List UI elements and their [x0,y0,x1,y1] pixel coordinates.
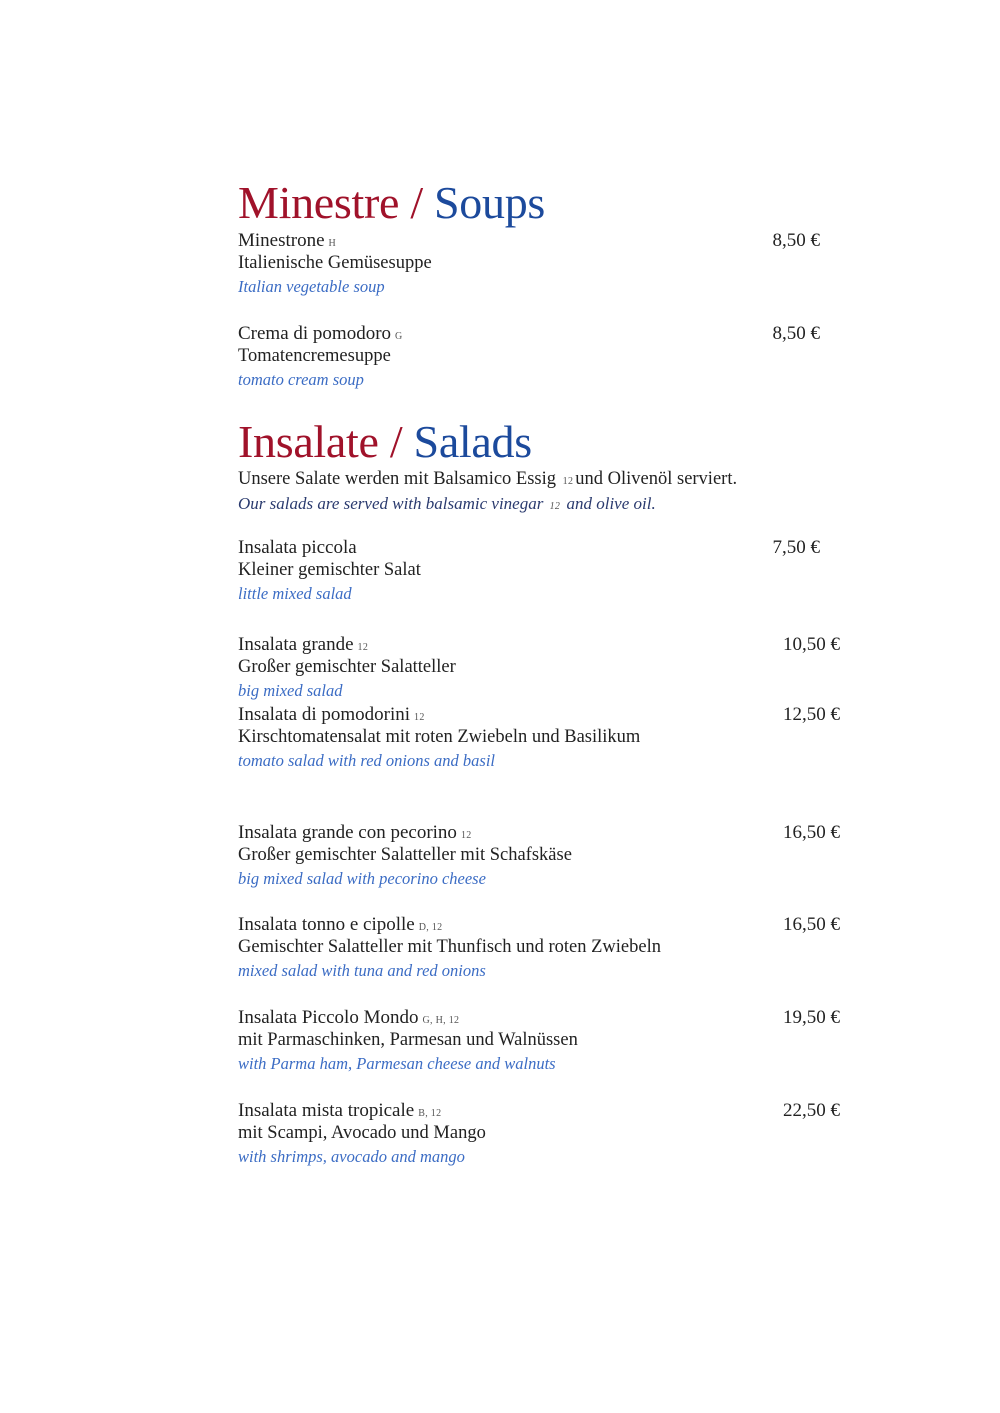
menu-item-insalata-mista-tropicale [238,1099,840,1168]
item-description-english: tomato salad with red onions and basil [238,751,495,770]
item-description-german: Kleiner gemischter Salat [238,560,421,580]
item-name: Insalata di pomodorini [238,704,411,725]
item-description-english: with shrimps, avocado and mango [238,1147,465,1166]
intro-german-allergen: 12 [562,476,574,487]
menu-item-insalata-grande [238,633,840,702]
item-description-german: mit Parmaschinken, Parmesan und Walnüssen [238,1030,578,1050]
menu-item-insalata-di-pomodorini [238,703,840,772]
item-allergens: G, H, 12 [422,1015,460,1026]
item-price: 10,50 € [783,634,840,655]
intro-german-text: Unsere Salate werden mit Balsamico Essig [238,469,557,489]
menu-item-minestrone [238,229,840,298]
item-price: 22,50 € [783,1100,840,1121]
item-name: Insalata mista tropicale [238,1100,415,1121]
soups-heading [238,177,546,228]
menu-item-insalata-piccola [238,536,840,605]
item-allergens: 12 [414,712,425,723]
soups-heading-english: Soups [434,177,546,228]
intro-german-text-end: und Olivenöl serviert. [575,469,738,489]
salads-heading [238,416,532,467]
item-description-german: Gemischter Salatteller mit Thunfisch und roten Zwiebeln [238,937,661,957]
item-description-german: Kirschtomatensalat mit roten Zwiebeln und Basilikum [238,727,641,747]
item-name: Insalata grande [238,634,354,655]
item-description-german: Tomatencremesuppe [238,346,391,366]
item-name: Insalata tonno e cipolle [238,914,415,935]
item-description-english: big mixed salad with pecorino cheese [238,869,486,888]
item-price: 7,50 € [772,537,820,558]
salads-intro [238,468,838,518]
item-allergens: G [395,331,403,342]
item-name: Insalata grande con pecorino [238,822,457,843]
item-name: Insalata piccola [238,537,357,558]
item-description-english: mixed salad with tuna and red onions [238,961,486,980]
item-allergens: 12 [357,642,369,653]
item-allergens: B, 12 [418,1108,442,1119]
item-description-english: little mixed salad [238,584,352,603]
salads-intro-german [238,468,838,493]
menu-item-insalata-piccolo-mondo [238,1006,840,1075]
item-description-german: mit Scampi, Avocado und Mango [238,1123,486,1143]
soups-heading-separator: / [399,177,435,228]
salads-heading-separator: / [378,416,414,467]
item-price: 8,50 € [772,230,820,251]
item-description-german: Großer gemischter Salatteller [238,657,456,677]
menu-item-crema-di-pomodoro [238,322,840,391]
item-description-english: tomato cream soup [238,370,364,389]
menu-item-insalata-tonno-e-cipolle [238,913,840,982]
item-description-english: big mixed salad [238,681,343,700]
item-description-german: Italienische Gemüsesuppe [238,253,432,273]
intro-english-text-end: and olive oil. [566,494,656,513]
item-name: Crema di pomodoro [238,323,392,344]
item-description-english: Italian vegetable soup [238,277,385,296]
item-allergens: H [328,238,337,249]
item-description-english: with Parma ham, Parmesan cheese and walnuts [238,1054,556,1073]
item-allergens: D, 12 [418,922,443,933]
item-price: 16,50 € [783,914,840,935]
item-description-german: Großer gemischter Salatteller mit Schafskäse [238,845,572,865]
item-price: 19,50 € [783,1007,840,1028]
item-price: 12,50 € [783,704,840,725]
soups-heading-italian: Minestre [238,177,400,228]
item-name: Insalata Piccolo Mondo [238,1007,419,1028]
intro-english-text: Our salads are served with balsamic vinegar [238,494,544,513]
intro-english-allergen: 12 [549,501,561,512]
salads-intro-english [238,493,838,518]
menu-item-insalata-grande-con-pecorino [238,821,840,890]
item-name: Minestrone [238,230,325,251]
item-price: 16,50 € [783,822,840,843]
item-price: 8,50 € [772,323,820,344]
salads-heading-english: Salads [413,416,532,467]
salads-heading-italian: Insalate [238,416,379,467]
item-allergens: 12 [460,830,472,841]
